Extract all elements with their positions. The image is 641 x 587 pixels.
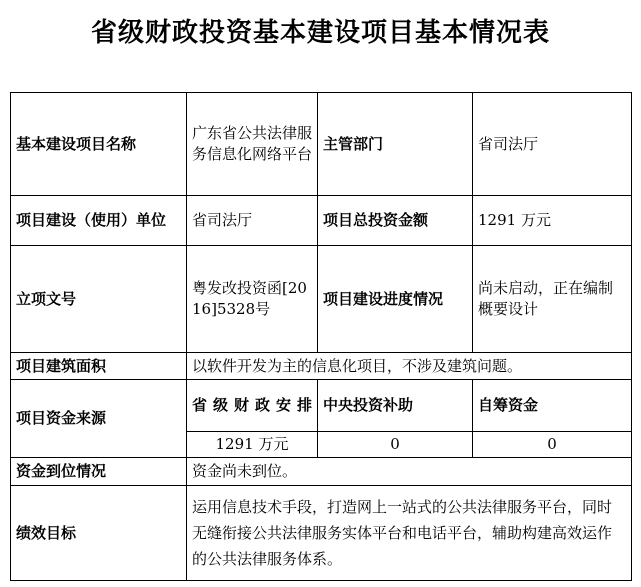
approval-doc-label: 立项文号	[11, 246, 187, 353]
self-funding-value: 0	[473, 432, 632, 458]
row-funding-source-headers	[11, 380, 632, 432]
row-construction-unit	[11, 196, 632, 246]
progress-value: 尚未启动，正在编制概要设计	[473, 246, 632, 353]
project-info-table	[10, 92, 632, 581]
construction-unit-value: 省司法厅	[187, 196, 318, 246]
investment-label: 项目总投资金额	[318, 196, 473, 246]
provincial-funding-label: 省级财政安排	[187, 380, 318, 432]
progress-label: 项目建设进度情况	[318, 246, 473, 353]
funds-in-place-value: 资金尚未到位。	[187, 458, 632, 486]
funding-source-label: 项目资金来源	[11, 380, 187, 458]
row-building-area	[11, 353, 632, 380]
dept-value: 省司法厅	[473, 93, 632, 196]
building-area-label: 项目建筑面积	[11, 353, 187, 380]
building-area-value: 以软件开发为主的信息化项目，不涉及建筑问题。	[187, 353, 632, 380]
investment-value: 1291 万元	[473, 196, 632, 246]
provincial-funding-value: 1291 万元	[187, 432, 318, 458]
central-funding-value: 0	[318, 432, 473, 458]
row-approval-doc	[11, 246, 632, 353]
self-funding-label: 自筹资金	[473, 380, 632, 432]
project-name-label: 基本建设项目名称	[11, 93, 187, 196]
funds-in-place-label: 资金到位情况	[11, 458, 187, 486]
approval-doc-value: 粤发改投资函[2016]5328号	[187, 246, 318, 353]
row-funds-in-place	[11, 458, 632, 486]
project-name-value: 广东省公共法律服务信息化网络平台	[187, 93, 318, 196]
construction-unit-label: 项目建设（使用）单位	[11, 196, 187, 246]
central-funding-label: 中央投资补助	[318, 380, 473, 432]
performance-goal-label: 绩效目标	[11, 486, 187, 581]
row-project-name	[11, 93, 632, 196]
performance-goal-value: 运用信息技术手段，打造网上一站式的公共法律服务平台，同时无缝衔接公共法律服务实体平台和电话平台，辅助构建高效运作的公共法律服务体系。	[187, 486, 632, 581]
row-performance-goal	[11, 486, 632, 581]
page-title: 省级财政投资基本建设项目基本情况表	[90, 18, 550, 48]
dept-label: 主管部门	[318, 93, 473, 196]
